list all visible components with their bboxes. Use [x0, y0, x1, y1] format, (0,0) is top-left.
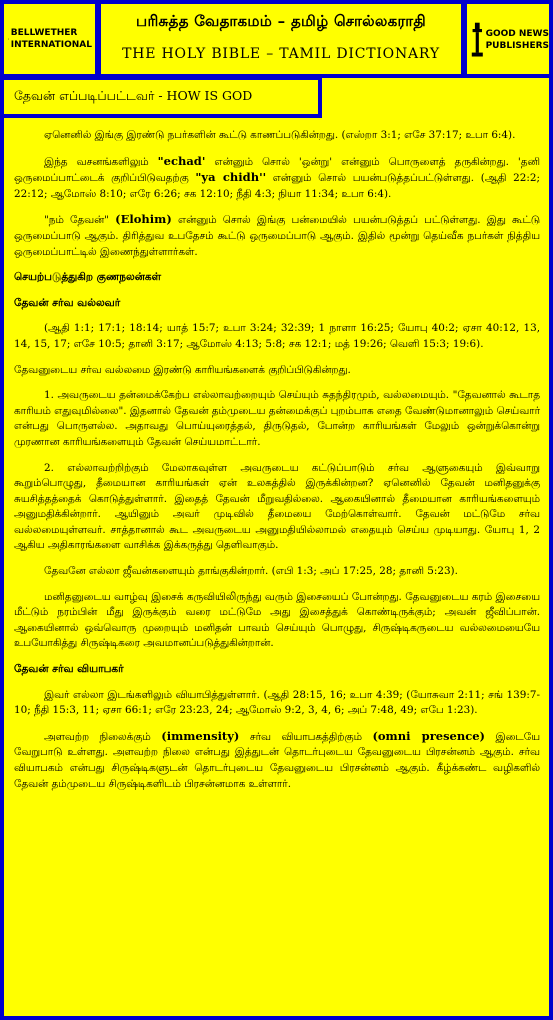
paragraph-2: இந்த வசனங்களிலும் "echad' என்னும் சொல் 'ஒன்று' என்னும் பொருளைத் தருகின்றது. 'தனி ஒருமைப்பாட்டைக் குறிப்பிடுவதற்கு "ya chidh'' என்னும் சொல் பயன்படுத்தப்பட்டுள்ளது. (ஆதி 22:2; 22:12; ஆமோஸ் 8:10; எரே 6:26; சக 12:10; நீதி 4:3; நியா 11:34; உபா 6:4).: [14, 153, 540, 200]
bellwether-logo-text: BELLWETHER INTERNATIONAL: [10, 28, 92, 50]
title-banner: [97, 0, 465, 78]
torch-icon: [471, 18, 484, 62]
list-item-2: 2. எல்லாவற்றிற்கும் மேலாகவுள்ள அவருடைய கட்டுப்பாடும் சர்வ ஆளுகையும் இவ்வாறு கூறும்பொழுது, தீமையான காரியங்கள் ஏன் உலகத்தில் இருக்கின்றன? ஏனெனில் தேவன் மனிதனுக்கு சுயசித்தத்தைக் கொடுத்துள்ளார். இதைத் தேவன் மீறுவதில்லை. ஆகையினால் தீமையான காரியங்களையும் அனுமதிக்கின்றார். ஆயினும் அவர் முடிவில் தீமையை மேற்கொள்வார். தேவன் மட்டுமே சர்வ வல்லமையுள்ளவர். சாத்தானால் கூட அவருடைய அனுமதியில்லாமல் எதையும் செய்ய முடியாது. யோபு 1, 2 ஆகிய அதிகாரங்களை வாசிக்க இக்கருத்து தெளிவாகும்.: [14, 461, 540, 552]
paragraph-references-omnipotence: (ஆதி 1:1; 17:1; 18:14; யாத் 15:7; உபா 3:24; 32:39; 1 நாளா 16:25; யோபு 40:2; ஏசா 40:12, 13, 14, 15, 17; எசே 10:5; தானி 3:17; ஆமோஸ் 4:13; 5:8; சக 12:1; மத் 19:26; வெளி 15:3; 19:6).: [14, 322, 540, 350]
paragraph-8: தேவனே எல்லா ஜீவன்களையும் தாங்குகின்றார். (எபி 1:3; அப் 17:25, 28; தானி 5:23).: [44, 565, 458, 578]
section-heading-box: [0, 76, 322, 118]
list-item-1: 1. அவருடைய தன்மைக்கேற்ப எல்லாவற்றையும் செய்யும் சுதந்திரமும், வல்லமையும். "தேவனால் கூடாத காரியம் எதுவுமில்லை". இதனால் தேவன் தம்முடைய தன்மைக்குப் புறம்பாக எதை வேண்டுமானாலும் செய்வார் என்பது பொருளல்ல. அதாவது பொய்யுரைத்தல், திருடுதல், போன்ற காரியங்கள் மேலும் ஒன்றுக்கொன்று முரணான காரியங்களையும் தேவன் செய்யமாட்டார்.: [14, 389, 540, 448]
subheading-omnipotent: தேவன் சர்வ வல்லவர்: [14, 296, 121, 309]
paragraph-9: மனிதனுடைய வாழ்வு இசைக் கருவியிலிருந்து வரும் இசையைப் போன்றது. தேவனுடைய கரம் இசையை மீட்டும் நரம்பின் மீது இருக்கும் வரை மட்டுமே அது இசைத்துக் கொண்டிருக்கும்; அவன் ஜீவிப்பான். ஆகையினால் ஒவ்வொரு முறையும் மனிதன் பாவம் செய்யும் பொழுது, சிருஷ்டிகருடைய வல்லமையையே உபயோகித்து சிருஷ்டிகரை அவமானப்படுத்துகின்றான்.: [14, 590, 540, 650]
paragraph-3: "நம் தேவன்" (Elohim) என்னும் சொல் இங்கு பன்மையில் பயன்படுத்தப் பட்டுள்ளது. இது கூட்டு ஒருமைப்பாடு ஆகும். திரித்துவ உபதேசம் கூட்டு ஒருமைப்பாடு ஆகும். இதில் மூன்று தெய்வீக நபர்கள் நித்திய ஒருமைப்பாட்டில் இணைந்துள்ளார்கள்.: [14, 212, 540, 258]
paragraph-10: இவர் எல்லா இடங்களிலும் வியாபித்துள்ளார். (ஆதி 28:15, 16; உபா 4:39; (யோசுவா 2:11; சங் 139:7-10; நீதி 15:3, 11; ஏசா 66:1; எரே 23:23, 24; ஆமோஸ் 9:2, 3, 4, 6; அப் 7:48, 49; எபே 1:23).: [14, 688, 540, 717]
paragraph-11: அளவற்ற நிலைக்கும் (immensity) சர்வ வியாபகத்திற்கும் (omni presence) இடையே வேறுபாடு உள்ளது. அளவற்ற நிலை என்பது இத்துடன் தொடர்புடைய தேவனுடைய பிரசன்னம் ஆகும். சர்வ வியாபகம் என்பது சிருஷ்டிகளுடன் தொடர்புடைய தேவனுடைய பிரசன்னம் ஆகும். கீழ்க்கண்ட வழிகளில் தேவன் தம்முடைய சிருஷ்டிகளிடம் பிரசன்னமாக உள்ளார்.: [14, 728, 540, 790]
term-elohim: (Elohim): [115, 212, 172, 227]
term-immensity: (immensity): [161, 728, 240, 743]
term-echad: "echad': [157, 153, 206, 168]
term-yachidh: "ya chidh'': [195, 170, 267, 185]
good-news-logo-mark: [471, 16, 549, 64]
section-heading: தேவன் எப்படிப்பட்டவர் - HOW IS GOD: [14, 88, 253, 103]
bellwether-logo: [0, 0, 99, 78]
paragraph-1: ஏனெனில் இங்கு இரண்டு நபர்களின் கூட்டு காணப்படுகின்றது. (எஸ்றா 3:1; எசே 37:17; உபா 6:4).: [44, 129, 516, 141]
good-news-logo-text: GOOD NEWS PUBLISHERS: [485, 29, 549, 51]
bellwether-logo-mark: [8, 14, 92, 64]
subheading-omnipresent: தேவன் சர்வ வியாபகர்: [14, 663, 124, 676]
good-news-logo: [463, 0, 553, 78]
term-omnipresence: (omni presence): [372, 728, 485, 743]
article-body: [14, 128, 540, 802]
paragraph-5: தேவனுடைய சர்வ வல்லமை இரண்டு காரியங்களைக் குறிப்பிடுகின்றது.: [14, 363, 351, 376]
lamp-icon: [8, 16, 9, 62]
title-english: THE HOLY BIBLE – TAMIL DICTIONARY: [122, 46, 440, 62]
title-tamil: பரிசுத்த வேதாகமம் – தமிழ் சொல்லகராதி: [135, 12, 427, 30]
subheading-attributes: செயற்படுத்துகிற குணநலன்கள்: [14, 271, 162, 284]
